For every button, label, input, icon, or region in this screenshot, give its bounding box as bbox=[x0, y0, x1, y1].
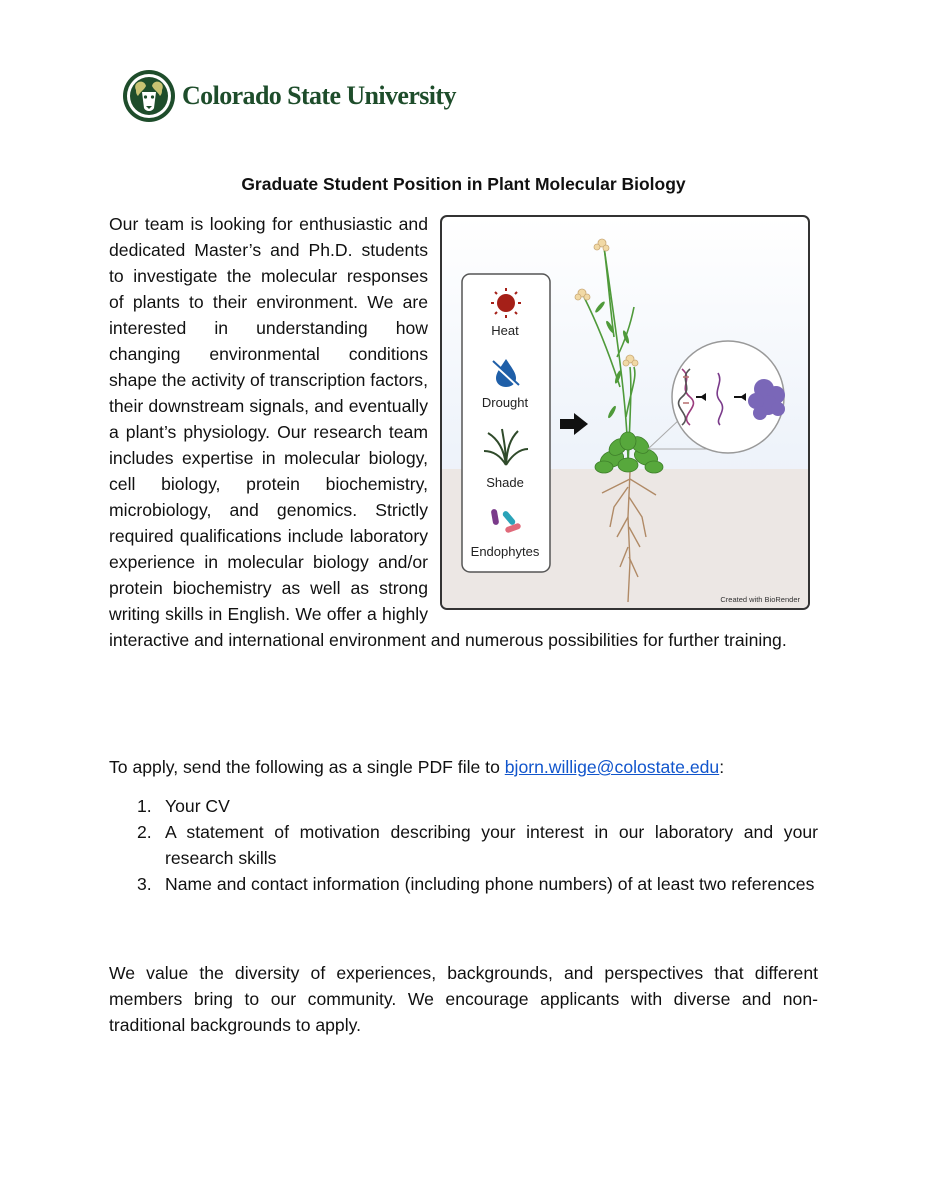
list-number: 2. bbox=[137, 822, 152, 842]
arrow-right-icon bbox=[560, 413, 588, 435]
factors-panel bbox=[462, 274, 550, 572]
list-item-text: A statement of motivation describing your interest in our laboratory and your research skills bbox=[165, 822, 818, 868]
list-item bbox=[109, 793, 818, 819]
list-item-text: Your CV bbox=[165, 796, 230, 816]
university-logo bbox=[122, 68, 456, 124]
apply-suffix: : bbox=[719, 757, 725, 777]
email-link[interactable]: bjorn.willige@colostate.edu bbox=[504, 757, 720, 777]
list-number: 3. bbox=[137, 874, 152, 894]
factor-label: Shade bbox=[486, 475, 524, 490]
apply-prefix: To apply, send the following as a single PDF file to bbox=[109, 757, 505, 777]
factor-label: Heat bbox=[491, 323, 519, 338]
intro-text: Our team is looking for enthusiastic and dedicated Master’s and Ph.D. students to investigate the molecular responses of plants to their environment. We are interested in understanding how changing environmental conditions shape the activity of transcription factors, their downstream signals, and eventually a plant’s physiology. Our research team includes expertise in molecular biology, cell biology, protein biochemistry, microbiology, and genomics. Strictly required qualifications include laboratory experience in molecular biology and/or protein biochemistry as well as strong writing skills in English. We offer a highly interactive and international environment and numerous possibilities for further training. bbox=[109, 214, 787, 650]
list-item bbox=[109, 819, 818, 871]
list-item bbox=[109, 871, 818, 897]
diversity-statement: We value the diversity of experiences, backgrounds, and perspectives that different members bring to our community. We encourage applicants with diverse and non-traditional backgrounds to apply. bbox=[109, 963, 818, 1035]
ram-logo-icon bbox=[122, 68, 176, 124]
factor-label: Drought bbox=[481, 395, 529, 410]
page-title: Graduate Student Position in Plant Molecular Biology bbox=[241, 174, 686, 194]
list-number: 1. bbox=[137, 796, 152, 816]
plant-response-figure bbox=[440, 215, 810, 610]
apply-instructions bbox=[109, 754, 818, 780]
factor-label: Endophytes bbox=[470, 544, 540, 559]
figure-credit: Created with BioRender bbox=[720, 595, 800, 604]
list-item-text: Name and contact information (including phone numbers) of at least two references bbox=[165, 874, 815, 894]
logo-wordmark: Colorado State University bbox=[182, 81, 456, 110]
requirements-list bbox=[109, 793, 818, 897]
